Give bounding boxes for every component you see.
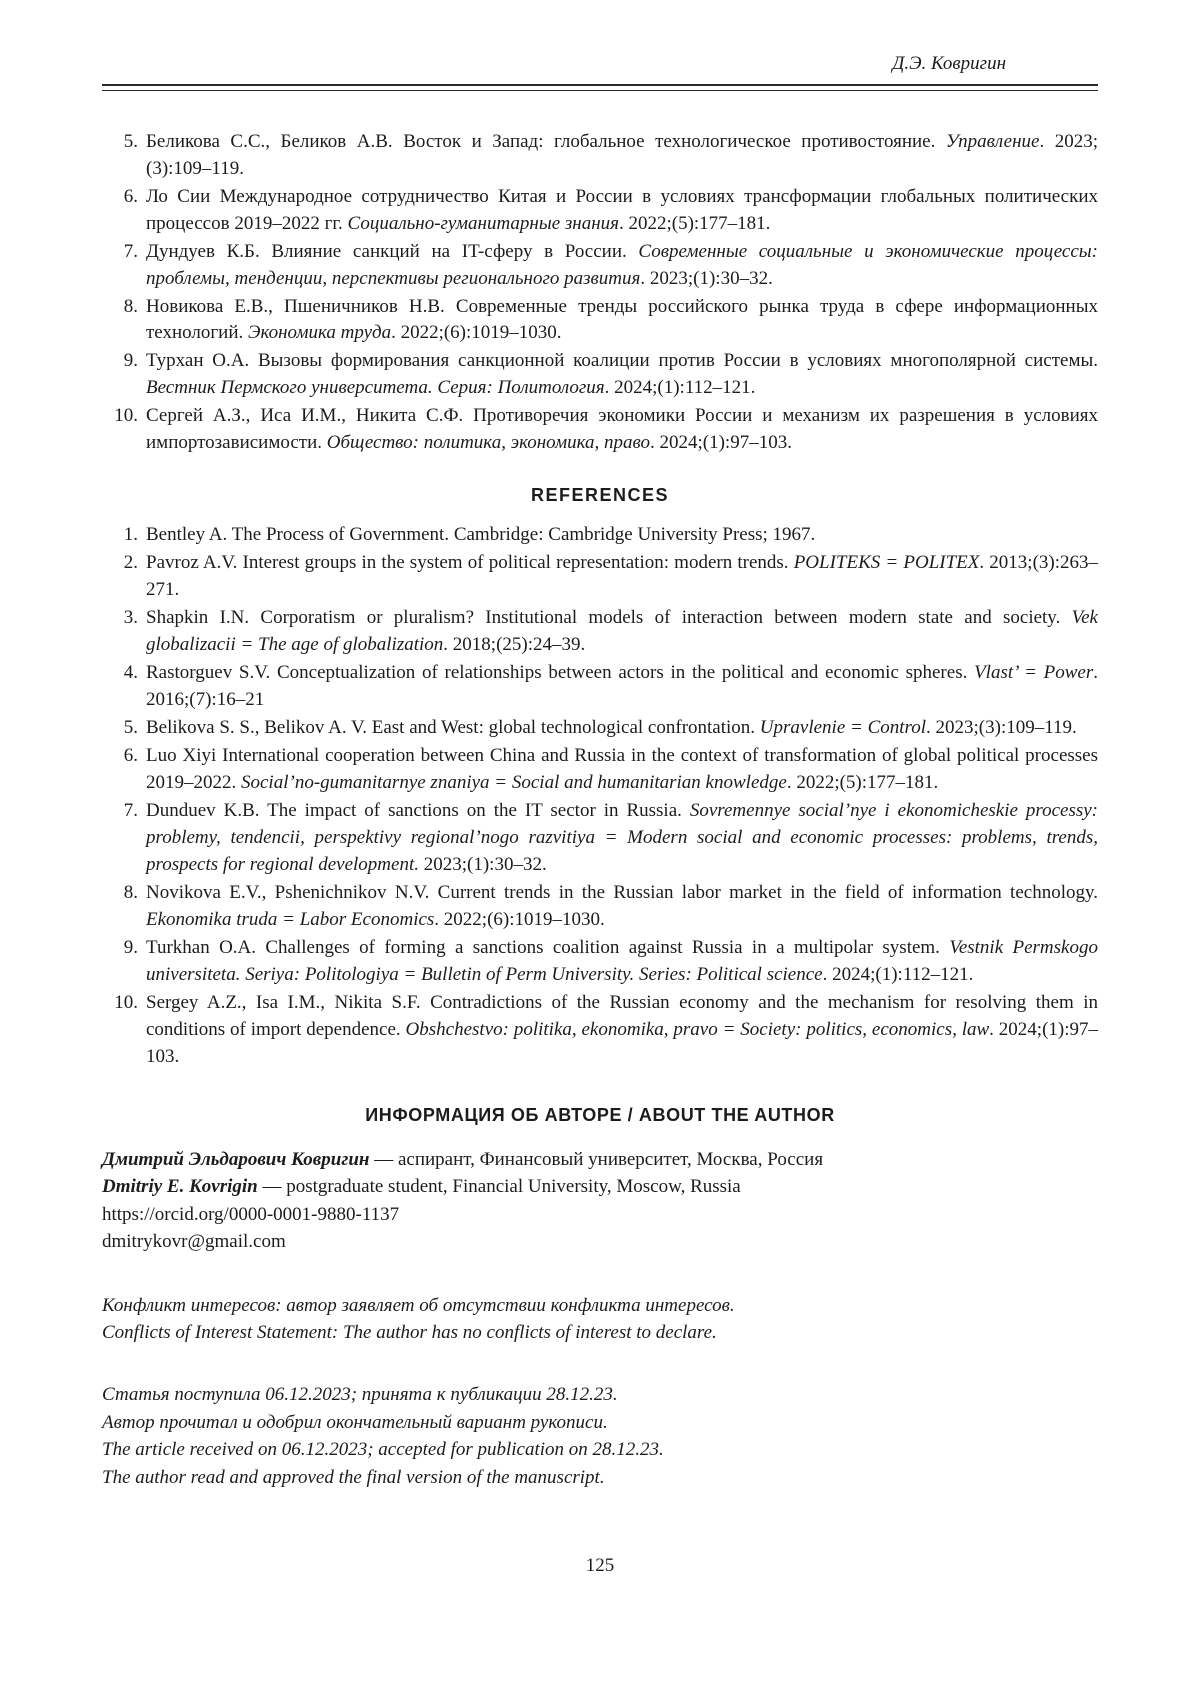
reference-number: 5. [123,717,138,739]
page-footer [102,1555,1098,1577]
reference-text [146,552,1098,600]
conflict-statement-line [102,1292,1098,1320]
reference-item [102,239,1098,293]
reference-number: 6. [123,745,138,767]
text-segment: . 2023;(3):109–119. [146,130,1098,179]
reference-item [102,522,1098,549]
text-segment: Obshchestvo: politika, ekonomika, pravo = Society: politics, economics, law [405,1018,990,1040]
text-segment: dmitrykovr@gmail.com [102,1231,286,1253]
text-segment: . 2024;(1):97–103. [146,1018,1099,1067]
conflict-statement-block [102,1292,1098,1347]
page-header [102,52,1098,91]
reference-item [102,798,1098,879]
reference-number: 6. [123,185,138,207]
reference-item [102,184,1098,238]
text-segment: Vek globalizacii = The age of globalization [146,607,1098,656]
text-segment: Upravlenie = Control [759,717,927,739]
text-segment: Современные социальные и экономические процессы: проблемы, тенденции, перспективы регионального развития [146,240,1098,289]
reference-item [102,715,1098,742]
text-segment: POLITEKS = POLITEX [793,552,980,574]
reference-text [146,405,1098,453]
text-segment: — аспирант, Финансовый университет, Москва, Россия [369,1148,824,1170]
reference-number: 8. [123,295,138,317]
text-segment: Luo Xiyi International cooperation between China and Russia in the context of transformation of global political processes 2019–2022. [146,745,1098,794]
text-segment: Турхан О.А. Вызовы формирования санкционной коалиции против России в условиях многополярной системы. [146,350,1098,372]
text-segment: Дундуев К.Б. Влияние санкций на IT-сферу в России. [146,240,639,262]
reference-number: 9. [123,936,138,958]
text-segment: . 2024;(1):97–103. [649,432,792,454]
english-references-list [102,522,1098,1070]
text-segment: Sergey A.Z., Isa I.M., Nikita S.F. Contradictions of the Russian economy and the mechanism for resolving them in conditions of import dependence. [146,991,1098,1040]
reference-number: 2. [123,552,138,574]
text-segment: Общество: политика, экономика, право [326,432,650,454]
reference-text [146,607,1098,655]
text-segment: . 2024;(1):112–121. [604,377,756,399]
running-head-author: Д.Э. Ковригин [892,53,1006,74]
header-rule [102,84,1098,91]
reference-number: 8. [123,881,138,903]
references-heading: REFERENCES [530,485,670,506]
reference-number: 4. [123,662,138,684]
text-segment: . 2024;(1):112–121. [822,963,974,985]
reference-text [146,992,1098,1067]
reference-item [102,880,1098,934]
text-segment: Novikova E.V., Pshenichnikov N.V. Current trends in the Russian labor market in the field of information technology. [146,881,1098,903]
reference-number: 1. [123,524,138,546]
text-segment: — postgraduate student, Financial University, Moscow, Russia [257,1176,741,1198]
text-segment: Конфликт интересов: автор заявляет об отсутствии конфликта интересов. [102,1294,735,1316]
reference-item [102,348,1098,402]
text-segment: . 2018;(25):24–39. [443,634,586,656]
reference-number: 10. [114,991,138,1013]
reference-item [102,129,1098,183]
author-info-line [102,1228,1098,1256]
text-segment: . 2023;(3):109–119. [926,717,1077,739]
reference-number: 10. [114,405,138,427]
text-segment: Ло Сии Международное сотрудничество Китая и России в условиях трансформации глобальных политических процессов 2019–2022 гг. [146,185,1098,234]
page-number: 125 [585,1555,615,1577]
article-date-line [102,1436,1098,1464]
text-segment: The author read and approved the final version of the manuscript. [102,1466,605,1488]
text-segment: Социально-гуманитарные знания [347,212,619,234]
text-segment: Social’no-gumanitarnye znaniya = Social and humanitarian knowledge [241,772,787,794]
author-info-block [102,1146,1098,1256]
reference-text [146,350,1098,398]
text-segment: Shapkin I.N. Corporatism or pluralism? Institutional models of interaction between modern state and society. [146,607,1072,629]
reference-item [102,605,1098,659]
text-segment: Dunduev K.B. The impact of sanctions on the IT sector in Russia. [146,800,690,821]
reference-text [146,937,1098,985]
reference-item [102,990,1098,1071]
reference-text [146,186,1098,234]
text-segment: https://orcid.org/0000-0001-9880-1137 [102,1203,400,1225]
text-segment: Dmitriy E. Kovrigin [102,1176,258,1198]
reference-text [146,296,1098,344]
author-info-line [102,1146,1098,1174]
text-segment: . 2023;(1):30–32. [640,267,773,289]
article-date-line [102,1409,1098,1437]
text-segment: The article received on 06.12.2023; accepted for publication on 28.12.23. [102,1439,664,1461]
text-segment: Статья поступила 06.12.2023; принята к публикации 28.12.23. [102,1383,618,1405]
text-segment: Дмитрий Эльдарович Ковригин [102,1148,370,1170]
text-segment: Conflicts of Interest Statement: The author has no conflicts of interest to declare. [102,1322,717,1344]
text-segment: 2023;(1):30–32. [419,853,547,875]
reference-item [102,935,1098,989]
reference-number: 7. [123,240,138,262]
article-date-line [102,1381,1098,1409]
text-segment: Vlast’ = Power [974,662,1094,684]
reference-number: 5. [123,130,138,152]
reference-number: 3. [123,607,138,629]
text-segment: Sovremennye social’nye i ekonomicheskie processy: problemy, tendencii, perspektivy regional’nogo razvitiya = Modern social and economic processes: problems, trends, prospects for regional development. [146,800,1098,875]
text-segment: Новикова Е.В., Пшеничников Н.В. Современные тренды российского рынка труда в сфере информационных технологий. [146,295,1098,344]
reference-number: 7. [123,800,138,821]
text-segment: Управление [945,130,1040,152]
text-segment: . 2022;(5):177–181. [618,212,771,234]
text-segment: Автор прочитал и одобрил окончательный вариант рукописи. [102,1411,608,1433]
reference-text [146,241,1098,289]
text-segment: Ekonomika truda = Labor Economics [146,908,435,930]
article-dates-block [102,1381,1098,1491]
author-info-line [102,1201,1098,1229]
text-segment: Vestnik Permskogo universiteta. Seriya: Politologiya = Bulletin of Perm University. Series: Political science [146,936,1098,985]
text-segment: Сергей А.З., Иса И.М., Никита С.Ф. Противоречия экономики России и механизм их разрешения в условиях импортозависимости. [146,405,1098,454]
text-segment: Экономика труда [248,322,392,344]
text-segment: Rastorguev S.V. Conceptualization of relationships between actors in the political and economic spheres. [146,662,975,684]
text-segment: Вестник Пермского университета. Серия: Политология [146,377,605,399]
reference-text [146,882,1098,930]
text-segment: . 2022;(5):177–181. [786,772,939,794]
conflict-statement-line [102,1319,1098,1347]
reference-text [146,662,1098,710]
text-segment: Беликова С.С., Беликов А.В. Восток и Запад: глобальное технологическое противостояние. [146,130,946,152]
russian-references-list [102,129,1098,458]
reference-text [146,745,1098,793]
author-info-line [102,1173,1098,1201]
reference-item [102,294,1098,348]
reference-text [146,131,1098,179]
reference-text [146,717,1077,738]
text-segment: Turkhan O.A. Challenges of forming a sanctions coalition against Russia in a multipolar system. [146,936,950,958]
author-info-heading: ИНФОРМАЦИЯ ОБ АВТОРЕ / ABOUT THE AUTHOR [365,1104,835,1125]
reference-item [102,550,1098,604]
reference-text [146,524,815,545]
text-segment: . 2016;(7):16–21 [146,662,1098,711]
text-segment: . 2022;(6):1019–1030. [434,908,605,930]
text-segment: Bentley A. The Process of Government. Cambridge: Cambridge University Press; 1967. [146,524,816,546]
text-segment: . 2022;(6):1019–1030. [391,322,562,344]
reference-item [102,743,1098,797]
article-date-line [102,1464,1098,1492]
text-segment: Pavroz A.V. Interest groups in the system of political representation: modern trends. [146,552,794,574]
reference-text [146,800,1098,875]
text-segment: . 2013;(3):263–271. [146,552,1099,601]
reference-number: 9. [123,350,138,372]
reference-item [102,403,1098,457]
text-segment: Belikova S. S., Belikov A. V. East and West: global technological confrontation. [146,717,760,739]
reference-item [102,660,1098,714]
